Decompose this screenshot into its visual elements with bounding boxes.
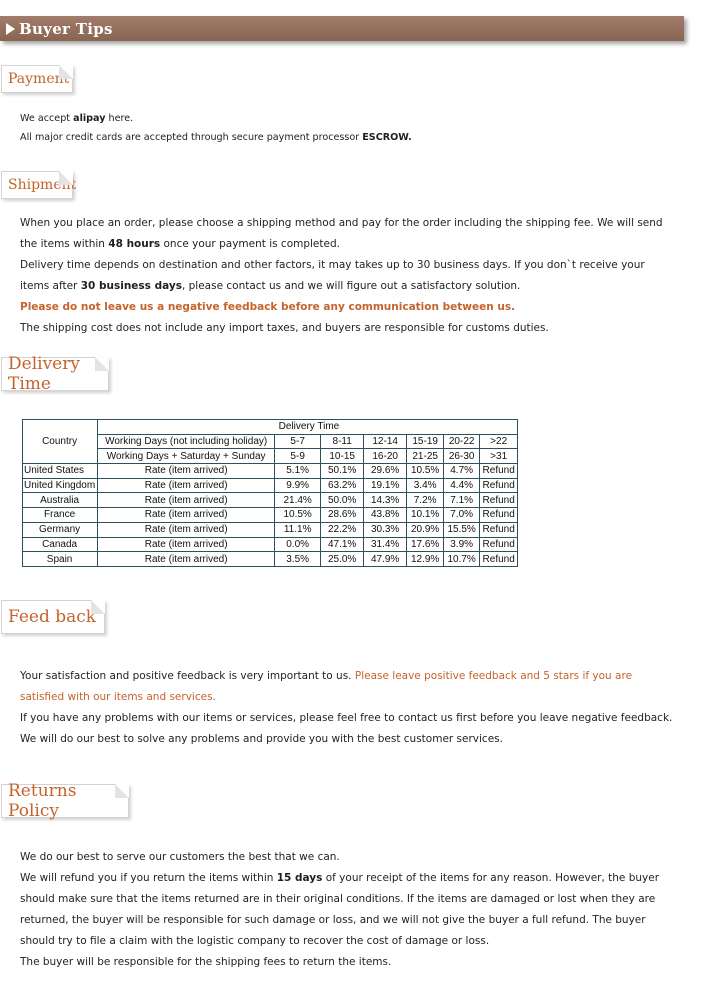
shipment-warning: Please do not leave us a negative feedback before any communication between us. [20, 301, 516, 313]
payment-heading-label: Payment [8, 71, 70, 87]
table-cell: 20-22 [444, 434, 480, 449]
table-cell: Refund [480, 478, 518, 493]
table-title: Delivery Time [275, 420, 518, 435]
table-cell: 47.9% [364, 552, 407, 567]
table-cell: 10-15 [321, 449, 364, 464]
table-row [23, 537, 518, 552]
rate-label: Rate (item arrived) [98, 537, 275, 552]
table-cell: 5-9 [275, 449, 321, 464]
returns-text [20, 847, 675, 973]
table-cell: 15.5% [444, 522, 480, 537]
table-cell: 7.2% [407, 493, 444, 508]
table-cell: 4.7% [444, 464, 480, 479]
returns-paragraph-1: We do our best to serve our customers the best that we can. [20, 851, 340, 863]
country-cell: France [23, 508, 98, 523]
rate-label: Rate (item arrived) [98, 478, 275, 493]
table-cell: 0.0% [275, 537, 321, 552]
delivery-time-heading [1, 354, 109, 394]
rate-label: Rate (item arrived) [98, 464, 275, 479]
table-cell: 8-11 [321, 434, 364, 449]
banner-title: Buyer Tips [19, 19, 113, 38]
country-cell: Spain [23, 552, 98, 567]
shipment-heading-label: Shipment [8, 177, 77, 193]
table-cell: 10.7% [444, 552, 480, 567]
delivery-time-table [22, 419, 518, 567]
table-cell: 3.4% [407, 478, 444, 493]
table-cell: 11.1% [275, 522, 321, 537]
feedback-text [20, 666, 675, 750]
table-cell: 29.6% [364, 464, 407, 479]
table-cell: 19.1% [364, 478, 407, 493]
table-row [23, 508, 518, 523]
table-cell: 50.1% [321, 464, 364, 479]
table-cell: 14.3% [364, 493, 407, 508]
table-cell: Refund [480, 493, 518, 508]
shipment-paragraph-3: The shipping cost does not include any import taxes, and buyers are responsible for customs duties. [20, 322, 549, 334]
table-cell: 30.3% [364, 522, 407, 537]
country-header: Country [23, 420, 98, 464]
table-cell: 21-25 [407, 449, 444, 464]
country-cell: Canada [23, 537, 98, 552]
working-days-weekend-label: Working Days + Saturday + Sunday [98, 449, 275, 464]
returns-policy-heading [1, 781, 129, 821]
table-cell: 15-19 [407, 434, 444, 449]
shipment-heading [1, 171, 77, 199]
table-cell: 3.9% [444, 537, 480, 552]
rate-label: Rate (item arrived) [98, 493, 275, 508]
table-cell: 7.1% [444, 493, 480, 508]
payment-text [20, 109, 675, 147]
shipment-paragraph-1: When you place an order, please choose a shipping method and pay for the order including the shipping fee. We will send the items within 48 hours once your payment is completed. [20, 217, 663, 250]
returns-paragraph-2: We will refund you if you return the items within 15 days of your receipt of the items for any reason. However, the buyer should make sure that the items returned are in their original conditions. If the items are damaged or lost when they are returned, the buyer will be responsible for such damage or loss, and we will not give the buyer a full refund. The buyer should try to file a claim with the logistic company to recover the cost of damage or loss. [20, 872, 660, 947]
table-cell: Refund [480, 464, 518, 479]
table-cell: 20.9% [407, 522, 444, 537]
payment-heading [1, 65, 73, 93]
table-cell: 21.4% [275, 493, 321, 508]
table-cell: Refund [480, 552, 518, 567]
working-days-weekend-row [23, 449, 518, 464]
table-cell: >31 [480, 449, 518, 464]
shipment-paragraph-2: Delivery time depends on destination and other factors, it may takes up to 30 business days. If you don`t receive your items after 30 business days, please contact us and we will figure out a satisfactory solution. [20, 259, 645, 292]
table-cell: 10.5% [275, 508, 321, 523]
rate-label: Rate (item arrived) [98, 508, 275, 523]
table-cell: Refund [480, 522, 518, 537]
feedback-paragraph-2: If you have any problems with our items or services, please feel free to contact us first before you leave negative feedback. We will do our best to solve any problems and provide you with the best customer services. [20, 712, 673, 745]
table-cell: 22.2% [321, 522, 364, 537]
country-cell: United Kingdom [23, 478, 98, 493]
table-cell: 3.5% [275, 552, 321, 567]
table-row [23, 552, 518, 567]
table-cell: Refund [480, 508, 518, 523]
table-cell: 31.4% [364, 537, 407, 552]
table-row [23, 464, 518, 479]
table-cell: 50.0% [321, 493, 364, 508]
table-cell: 17.6% [407, 537, 444, 552]
table-row [23, 478, 518, 493]
returns-policy-heading-label: Returns Policy [8, 781, 77, 821]
country-cell: Germany [23, 522, 98, 537]
rate-label: Rate (item arrived) [98, 522, 275, 537]
table-cell: 12.9% [407, 552, 444, 567]
payment-line-2: All major credit cards are accepted through secure payment processor ESCROW. [20, 132, 412, 143]
table-cell: 10.1% [407, 508, 444, 523]
table-row [23, 493, 518, 508]
buyer-tips-banner [0, 16, 684, 41]
rate-label: Rate (item arrived) [98, 552, 275, 567]
table-cell: 25.0% [321, 552, 364, 567]
table-cell: 12-14 [364, 434, 407, 449]
table-cell: 47.1% [321, 537, 364, 552]
table-row [23, 522, 518, 537]
table-cell: 4.4% [444, 478, 480, 493]
shipment-text [20, 213, 675, 339]
table-cell: 16-20 [364, 449, 407, 464]
delivery-time-heading-label: Delivery Time [8, 354, 80, 394]
working-days-label: Working Days (not including holiday) [98, 434, 275, 449]
table-cell: 28.6% [321, 508, 364, 523]
working-days-row [23, 434, 518, 449]
table-cell: Refund [480, 537, 518, 552]
table-title-row [23, 420, 518, 435]
triangle-right-icon [6, 23, 15, 35]
table-cell: 5-7 [275, 434, 321, 449]
table-cell: 9.9% [275, 478, 321, 493]
table-cell: 43.8% [364, 508, 407, 523]
feedback-heading-label: Feed back [8, 607, 97, 627]
table-cell: 26-30 [444, 449, 480, 464]
country-cell: United States [23, 464, 98, 479]
table-cell: 63.2% [321, 478, 364, 493]
payment-line-1: We accept alipay here. [20, 113, 134, 124]
table-cell: 7.0% [444, 508, 480, 523]
returns-paragraph-3: The buyer will be responsible for the shipping fees to return the items. [20, 956, 392, 968]
feedback-paragraph-1: Your satisfaction and positive feedback is very important to us. Please leave positive feedback and 5 stars if you are satisfied with our items and services. [20, 670, 633, 703]
feedback-heading [1, 600, 105, 634]
table-cell: >22 [480, 434, 518, 449]
country-cell: Australia [23, 493, 98, 508]
table-cell: 5.1% [275, 464, 321, 479]
table-cell: 10.5% [407, 464, 444, 479]
